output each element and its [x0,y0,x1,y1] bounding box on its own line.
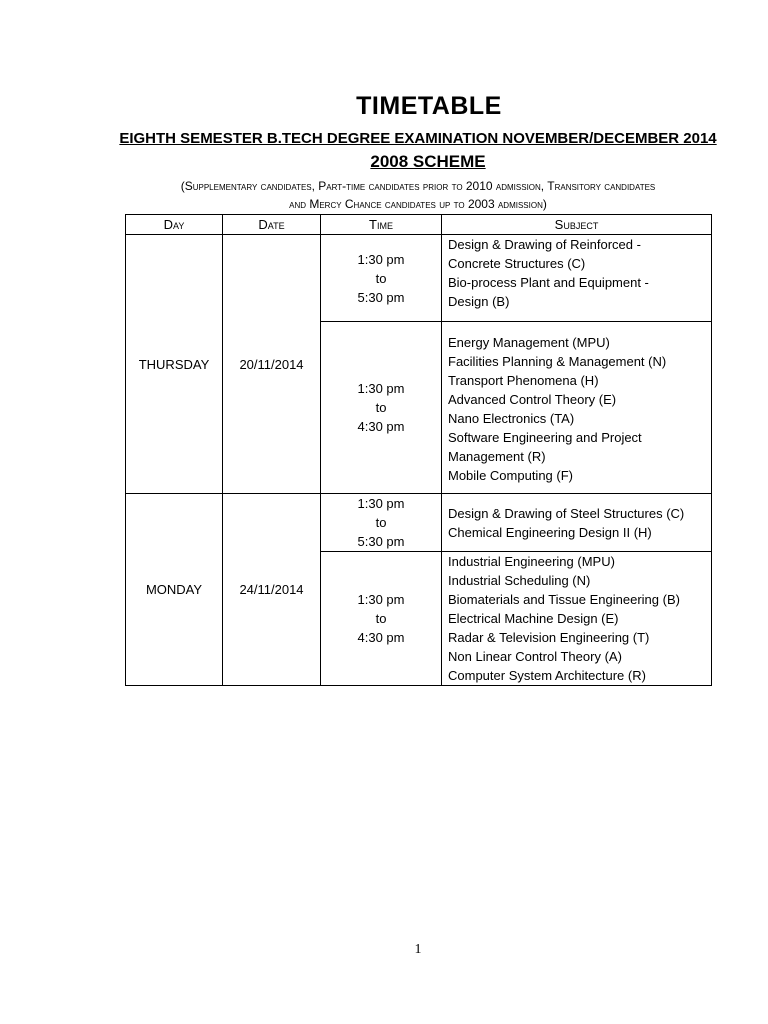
column-header-day: Day [126,215,223,235]
time-cell [321,322,442,494]
subject-line: Software Engineering and Project [448,430,642,445]
time-start: 1:30 pm [357,496,405,511]
time-cell [321,552,442,686]
subject-cell [442,552,712,686]
column-header-subject: Subject [442,215,712,235]
subject-line: Transport Phenomena (H) [448,373,599,388]
subject-line: Industrial Engineering (MPU) [448,554,615,569]
subject-line: Advanced Control Theory (E) [448,392,617,407]
subject-line: Non Linear Control Theory (A) [448,649,622,664]
time-sep: to [375,270,387,286]
subject-line: Mobile Computing (F) [448,468,573,483]
subject-line: Computer System Architecture (R) [448,668,646,683]
page-number: 1 [414,942,422,957]
time-end: 4:30 pm [357,630,405,645]
time-start: 1:30 pm [357,381,405,396]
subject-line: Bio-process Plant and Equipment - [448,275,649,290]
subject-line: Radar & Television Engineering (T) [448,630,650,645]
column-header-time: Time [321,215,442,235]
time-sep: to [375,515,387,530]
candidate-note-line-2: and Mercy Chance candidates up to 2003 admission) [289,197,547,211]
subject-line: Design & Drawing of Steel Structures (C) [448,505,685,521]
time-sep: to [375,611,387,626]
time-end: 5:30 pm [357,534,405,549]
column-header-date: Date [223,215,321,235]
subject-line: Electrical Machine Design (E) [448,611,619,626]
time-cell [321,235,442,322]
day-cell: MONDAY [126,494,223,686]
time-start: 1:30 pm [357,592,405,607]
candidate-note-line-1: (Supplementary candidates, Part-time candidates prior to 2010 admission, Transitory candidates [180,179,656,193]
date-cell: 24/11/2014 [223,494,321,686]
subject-line: Management (R) [448,449,546,464]
candidate-note [110,177,726,213]
scheme-heading: 2008 SCHEME [370,152,486,171]
page-title: TIMETABLE [356,92,502,120]
date-cell: 20/11/2014 [223,235,321,494]
exam-subtitle: EIGHTH SEMESTER B.TECH DEGREE EXAMINATION NOVEMBER/DECEMBER 2014 [119,130,717,147]
subject-cell [442,322,712,494]
subject-line: Nano Electronics (TA) [448,411,575,426]
subject-line: Biomaterials and Tissue Engineering (B) [448,592,680,607]
subject-line: Design & Drawing of Reinforced - [448,237,641,252]
time-start: 1:30 pm [357,251,405,267]
subject-cell [442,235,712,322]
table-header-row [126,215,712,235]
subject-line: Industrial Scheduling (N) [448,573,591,588]
subject-line: Design (B) [448,294,510,309]
time-end: 4:30 pm [357,419,405,434]
day-cell: THURSDAY [126,235,223,494]
subject-line: Facilities Planning & Management (N) [448,354,667,369]
table-row [126,235,712,322]
subject-cell [442,494,712,552]
timetable-table [125,214,712,686]
table-row [126,494,712,552]
time-end: 5:30 pm [357,289,405,305]
subject-line: Chemical Engineering Design II (H) [448,524,652,540]
time-cell [321,494,442,552]
subject-line: Energy Management (MPU) [448,335,610,350]
subject-line: Concrete Structures (C) [448,256,586,271]
time-sep: to [375,400,387,415]
